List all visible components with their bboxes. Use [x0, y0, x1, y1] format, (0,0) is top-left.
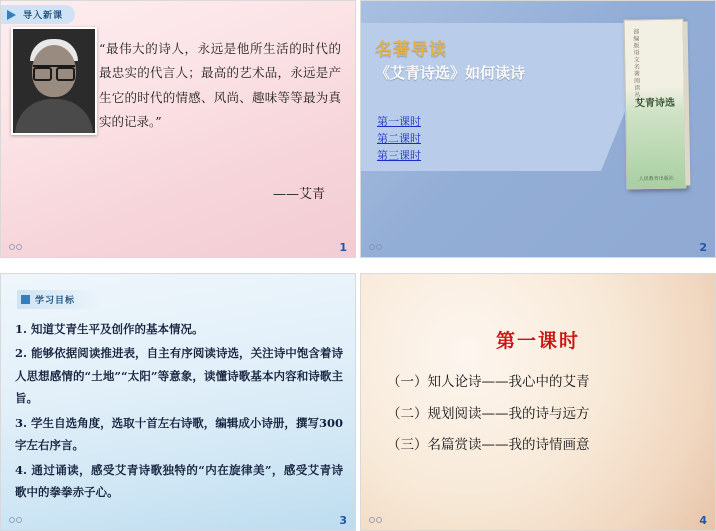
quote-text: “最伟大的诗人，永远是他所生活的时代的最忠实的代言人；最高的艺术品，永远是产生它的时代的情感、风尚、趣味等等最为真实的记录。” — [99, 41, 341, 130]
goal-item: 1. 知道艾青生平及创作的基本情况。 — [15, 322, 204, 336]
poet-portrait-image — [11, 27, 97, 135]
square-bullet-icon — [21, 295, 30, 304]
goal-item: 3. 学生自选角度，选取十首左右诗歌，编辑成小诗册，撰写300字左右序言。 — [15, 415, 343, 453]
logo-icon — [369, 241, 385, 253]
outline-item: （三）名篇赏读——我的诗情画意 — [387, 437, 590, 454]
goal-item: 4. 通过诵读，感受艾青诗歌独特的“内在旋律美”，感受艾青诗歌中的拳拳赤子心。 — [15, 462, 343, 499]
slide-1[interactable] — [0, 0, 356, 258]
slide-4-title: 第一课时 — [495, 330, 580, 352]
slide-1-page-number: 1 — [339, 240, 347, 254]
play-arrow-icon — [7, 9, 19, 21]
slide-2-subheading: 《艾青诗选》如何读诗 — [375, 64, 526, 82]
slide-2-footer — [361, 237, 715, 257]
slide-3-badge-label: 学习目标 — [35, 296, 76, 306]
learning-goals-list — [15, 318, 343, 505]
slide-2-heading: 名著导读 — [375, 40, 447, 60]
book-publisher: 人民教育出版社 — [638, 175, 674, 183]
book-title: 艾青诗选 — [634, 97, 676, 110]
slide-4[interactable] — [360, 273, 716, 531]
goal-item: 2. 能够依据阅读推进表，自主有序阅读诗选，关注诗中饱含着诗人思想感情的“土地”“太阳”等意象，读懂诗歌基本内容和诗歌主旨。 — [15, 346, 343, 406]
logo-icon — [9, 241, 25, 253]
slide-3-footer — [1, 510, 355, 530]
outline-item: （二）规划阅读——我的诗与远方 — [387, 405, 590, 422]
link-lesson-2[interactable]: 第二课时 — [377, 132, 421, 146]
slide-1-badge-label: 导入新课 — [23, 11, 64, 21]
link-lesson-3[interactable]: 第三课时 — [377, 149, 421, 163]
quote-author: ——艾青 — [272, 187, 325, 202]
book-vertical-text: 部编版语文名著阅读丛书 — [631, 28, 641, 106]
logo-icon — [9, 514, 25, 526]
portrait-body — [15, 99, 93, 135]
lesson-outline-list — [387, 370, 699, 465]
book-cover-image — [624, 18, 689, 191]
slide-2-page-number: 2 — [699, 240, 707, 254]
logo-icon — [369, 514, 385, 526]
slide-1-footer — [1, 237, 355, 257]
lesson-links[interactable] — [377, 113, 421, 164]
outline-item: （一）知人论诗——我心中的艾青 — [387, 374, 590, 390]
link-lesson-1[interactable]: 第一课时 — [377, 115, 421, 128]
glasses-icon — [33, 65, 75, 78]
slide-3[interactable] — [0, 273, 356, 531]
slide-2[interactable] — [360, 0, 716, 258]
slide-1-badge — [1, 5, 75, 24]
slide-4-footer — [361, 510, 715, 530]
slide-3-badge — [17, 290, 101, 309]
slide-3-page-number: 3 — [339, 513, 347, 527]
book-front — [624, 19, 687, 190]
slide-4-page-number: 4 — [699, 513, 707, 527]
